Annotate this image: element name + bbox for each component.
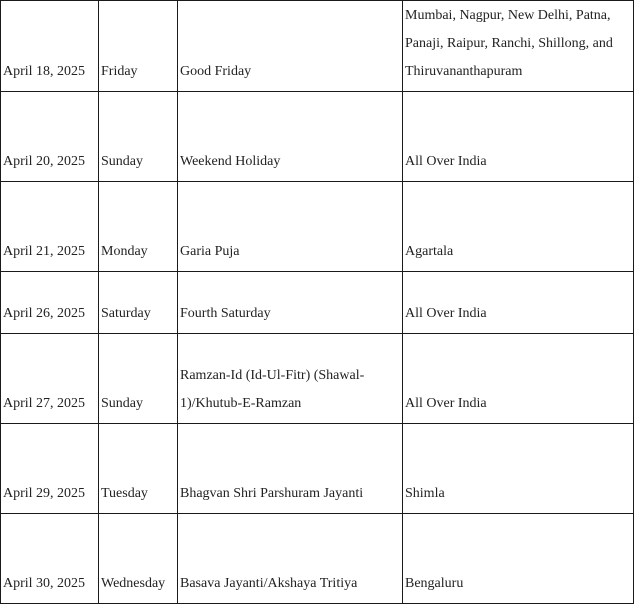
date-cell: April 26, 2025 <box>1 272 99 334</box>
table-row <box>1 514 634 604</box>
date-cell: April 18, 2025 <box>1 1 99 92</box>
locations-cell: All Over India <box>403 334 634 424</box>
holiday-name-cell: Basava Jayanti/Akshaya Tritiya <box>178 514 403 604</box>
holiday-name-cell: Bhagvan Shri Parshuram Jayanti <box>178 424 403 514</box>
holiday-name-cell: Weekend Holiday <box>178 92 403 182</box>
locations-cell: Agartala <box>403 182 634 272</box>
day-cell: Monday <box>99 182 178 272</box>
locations-cell: Mumbai, Nagpur, New Delhi, Patna, Panaji, Raipur, Ranchi, Shillong, and Thiruvananthapuram <box>403 1 634 92</box>
day-cell: Sunday <box>99 92 178 182</box>
date-cell: April 29, 2025 <box>1 424 99 514</box>
day-cell: Saturday <box>99 272 178 334</box>
date-cell: April 30, 2025 <box>1 514 99 604</box>
table-row <box>1 182 634 272</box>
locations-cell: All Over India <box>403 272 634 334</box>
day-cell: Tuesday <box>99 424 178 514</box>
table-row <box>1 272 634 334</box>
table-row <box>1 1 634 92</box>
locations-cell: Bengaluru <box>403 514 634 604</box>
date-cell: April 21, 2025 <box>1 182 99 272</box>
day-cell: Friday <box>99 1 178 92</box>
locations-cell: Shimla <box>403 424 634 514</box>
date-cell: April 20, 2025 <box>1 92 99 182</box>
table-row <box>1 424 634 514</box>
holiday-name-cell: Ramzan-Id (Id-Ul-Fitr) (Shawal-1)/Khutub-E-Ramzan <box>178 334 403 424</box>
day-cell: Wednesday <box>99 514 178 604</box>
date-cell: April 27, 2025 <box>1 334 99 424</box>
holiday-name-cell: Good Friday <box>178 1 403 92</box>
holiday-name-cell: Garia Puja <box>178 182 403 272</box>
locations-cell: All Over India <box>403 92 634 182</box>
table-row <box>1 92 634 182</box>
day-cell: Sunday <box>99 334 178 424</box>
holiday-name-cell: Fourth Saturday <box>178 272 403 334</box>
table-row <box>1 334 634 424</box>
